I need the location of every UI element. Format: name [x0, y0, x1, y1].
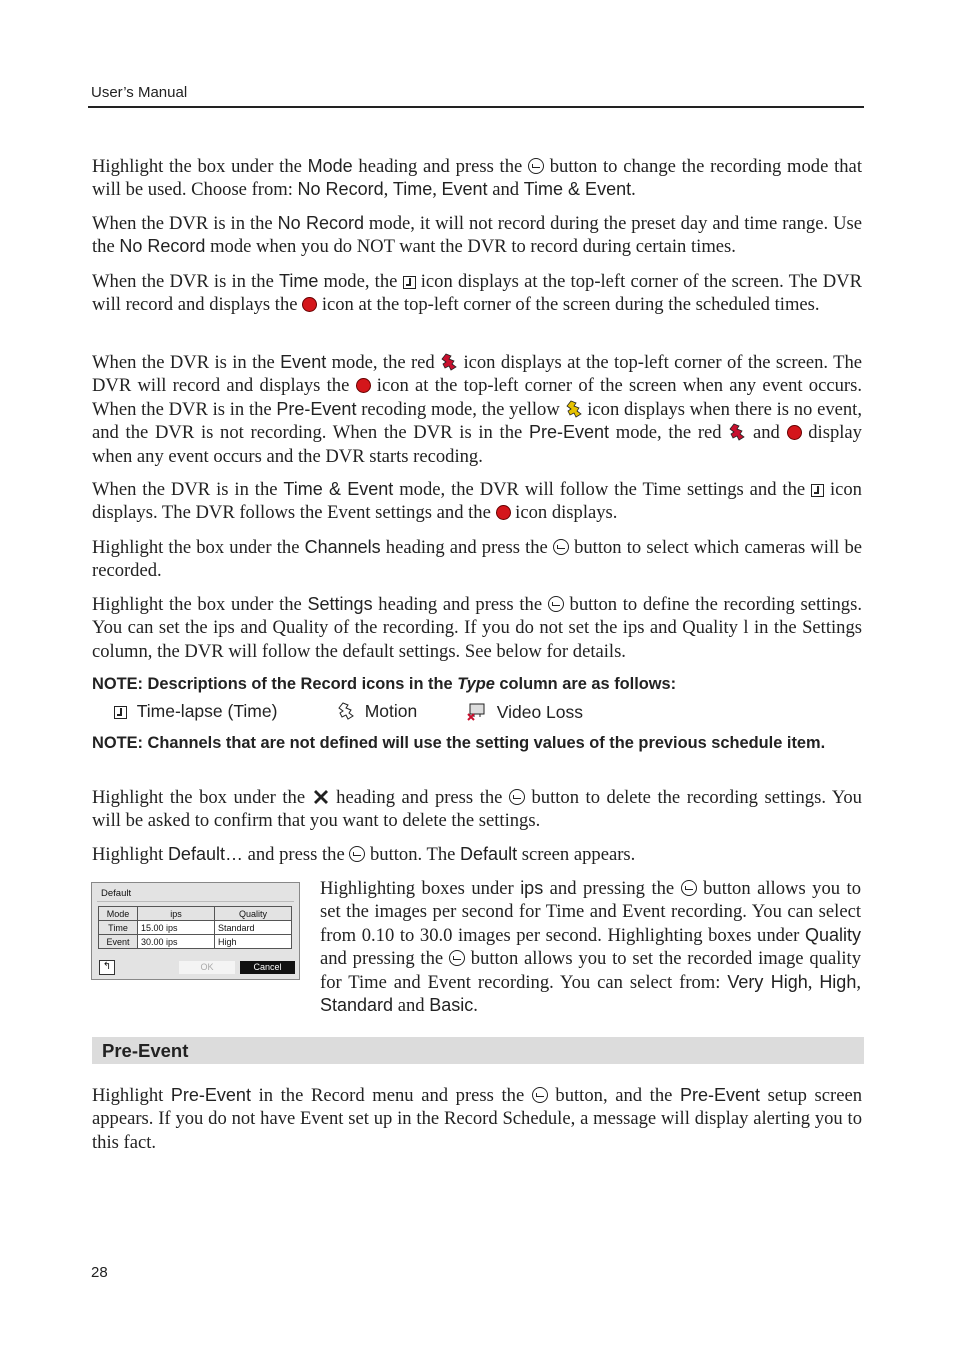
section-title: Pre-Event [102, 1040, 189, 1061]
enter-button-icon [548, 596, 564, 612]
legend-item-video-loss: Video Loss [467, 701, 583, 723]
back-button[interactable] [99, 960, 115, 975]
record-icon [496, 505, 511, 520]
enter-button-icon [681, 880, 697, 896]
table-row [99, 921, 292, 935]
ips-field[interactable]: 15.00 ips [138, 921, 215, 935]
paragraph-settings: Highlight the box under the Settings heading and press the button to define the recording settings. You can set the ips and Quality of the recording. If you do not set the ips and Quality l in the Settings column, the DVR will follow the default settings. See below for details. [92, 594, 862, 662]
note-record-icons: NOTE: Descriptions of the Record icons in the Type column are as follows: [92, 675, 677, 693]
paragraph-default: Highlight Default… and press the button. The Default screen appears. [92, 844, 636, 865]
video-loss-icon [467, 701, 487, 721]
paragraph-pre-event: Highlight Pre-Event in the Record menu and press the button, and the Pre-Event setup screen appears. If you do not have Event set up in the Record Schedule, a message will display alerting you to this fact. [92, 1085, 863, 1153]
paragraph-time-mode: When the DVR is in the Time mode, the icon displays at the top-left corner of the screen. The DVR will record and displays the icon at the top-left corner of the screen during the scheduled times. [92, 271, 862, 316]
paragraph-ips-quality: Highlighting boxes under ips and pressing the button allows you to set the images per second for Time and Event recording. You can select from 0.10 to 30.0 images per second. Highlighting boxes under Quality and pressing the button allows you to set the recorded image quality for Time and Event recording. You can select from: Very High, High, Standard and Basic. [320, 878, 862, 1017]
ok-button[interactable]: OK [179, 961, 235, 974]
back-arrow-icon: ↰ [102, 961, 112, 972]
enter-button-icon [349, 846, 365, 862]
cancel-button[interactable]: Cancel [240, 961, 295, 974]
page-number: 28 [91, 1264, 108, 1281]
enter-button-icon [532, 1087, 548, 1103]
col-header-ips: ips [138, 907, 215, 921]
table-header-row [99, 907, 292, 921]
header-rule [88, 106, 864, 108]
enter-button-icon [528, 158, 544, 174]
delete-x-icon [312, 788, 330, 806]
table-row [99, 935, 292, 949]
record-icon [787, 425, 802, 440]
record-icon [356, 378, 371, 393]
motion-red-icon [440, 353, 458, 371]
quality-field[interactable]: Standard [215, 921, 292, 935]
paragraph-channels: Highlight the box under the Channels heading and press the button to select which cameras will be recorded. [92, 537, 862, 582]
motion-yellow-icon [565, 400, 583, 418]
paragraph-delete: Highlight the box under the heading and press the button to delete the recording settings. You will be asked to confirm that you want to delete the settings. [92, 787, 862, 832]
paragraph-time-event-mode: When the DVR is in the Time & Event mode, the DVR will follow the Time settings and the icon displays. The DVR follows the Event settings and the icon displays. [92, 479, 862, 524]
enter-button-icon [449, 950, 465, 966]
paragraph-event-mode: When the DVR is in the Event mode, the red icon displays at the top-left corner of the screen. The DVR will record and displays the icon at the top-left corner of the screen when any event occurs. When the DVR is in the Pre-Event recoding mode, the yellow icon displays when there is no event, and the DVR is not recording. When the DVR is in the Pre-Event mode, the red and display when any event occurs and the DVR starts recoding. [92, 352, 862, 467]
dialog-title: Default [101, 888, 132, 899]
quality-field[interactable]: High [215, 935, 292, 949]
dialog-divider [97, 901, 294, 902]
col-header-quality: Quality [215, 907, 292, 921]
page-header: User’s Manual [91, 84, 188, 101]
default-dialog [91, 882, 300, 980]
motion-red-icon [728, 423, 746, 441]
note-channels: NOTE: Channels that are not defined will use the setting values of the previous schedule item. [92, 734, 826, 752]
ips-field[interactable]: 30.00 ips [138, 935, 215, 949]
row-mode: Event [99, 935, 138, 949]
paragraph-no-record: When the DVR is in the No Record mode, it will not record during the preset day and time range. Use the No Record mode when you do NOT want the DVR to record during certain times. [92, 213, 862, 258]
enter-button-icon [553, 539, 569, 555]
legend-item-motion: Motion [337, 701, 417, 722]
col-header-mode: Mode [99, 907, 138, 921]
paragraph-mode: Highlight the box under the Mode heading and press the button to change the recording mode that will be used. Choose from: No Record, Time, Event and Time & Event. [92, 156, 862, 201]
legend-item-time: Time-lapse (Time) [114, 701, 277, 722]
time-lapse-icon [811, 484, 824, 497]
enter-button-icon [509, 789, 525, 805]
record-icon [302, 297, 317, 312]
time-lapse-icon [114, 706, 127, 719]
motion-icon [337, 702, 355, 720]
section-header-pre-event [92, 1037, 864, 1064]
row-mode: Time [99, 921, 138, 935]
default-settings-table [98, 906, 292, 949]
time-lapse-icon [403, 276, 416, 289]
